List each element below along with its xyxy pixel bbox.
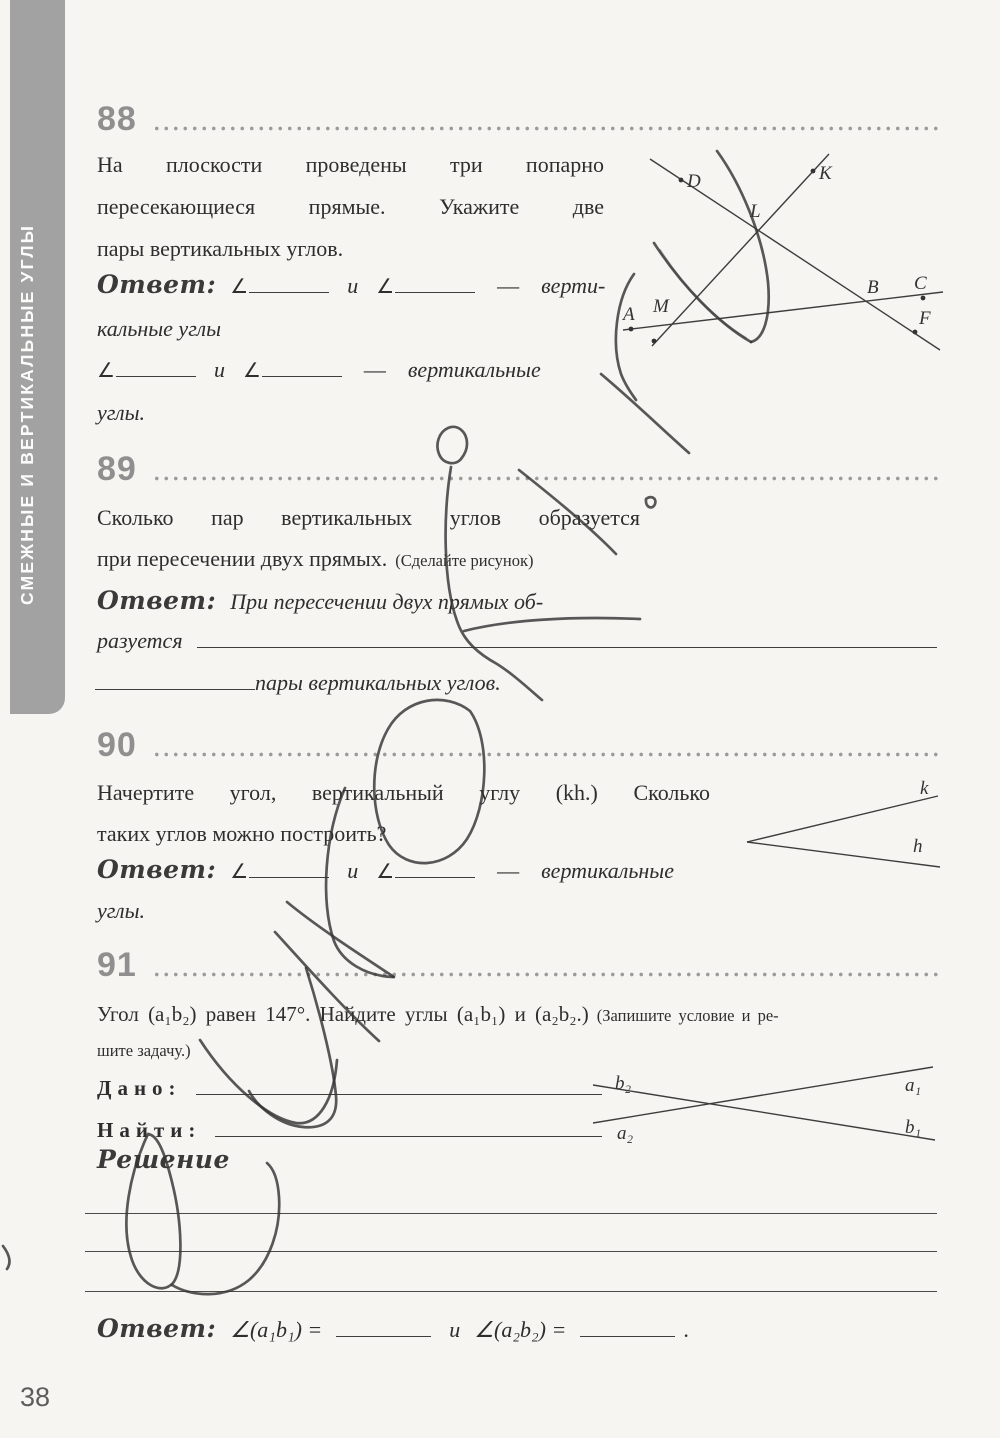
problem-88-text-line2: пересекающиеся прямые. Укажите две [97, 194, 604, 219]
answer-blank[interactable] [95, 677, 255, 690]
scribble-stroke [601, 374, 689, 453]
answer-blank[interactable] [580, 1324, 675, 1337]
scribble-stroke [446, 467, 542, 700]
problem-89-leader-dots [152, 476, 942, 481]
angle-symbol: ∠ [230, 276, 249, 298]
problem-90-leader-dots [152, 752, 942, 757]
scribble-stroke [249, 968, 336, 1127]
answer-blank[interactable] [395, 280, 475, 293]
point-M-ray-end [652, 339, 657, 344]
answer-tail: верти- [541, 273, 606, 298]
dash: — [497, 858, 520, 883]
answer-label: Ответ: [97, 270, 217, 299]
scribble-edge-mark [3, 1246, 10, 1269]
answer-blank[interactable] [249, 865, 329, 878]
given-label: Дано: [97, 1076, 182, 1100]
answer-text: разуется [97, 628, 183, 653]
problem-90-number: 90 [97, 726, 137, 764]
scribble-blob [646, 497, 655, 507]
answer-expr2: ∠(a₂b₂) = [474, 1317, 567, 1342]
angle-symbol: ∠ [376, 861, 395, 883]
problem-91-text-line1 [97, 1002, 779, 1027]
problem-90-answer-line2: углы. [97, 898, 146, 923]
problem-88-answer-line2: кальные углы [97, 316, 221, 341]
problem-91-answer-row [97, 1314, 689, 1343]
problem-91-number: 91 [97, 946, 137, 984]
word-and: и [449, 1317, 461, 1342]
label-k: k [920, 778, 929, 799]
problem-89-answer-line1 [97, 586, 543, 615]
label-M: M [653, 296, 669, 317]
problem-88-text-line1: На плоскости проведены три попарно [97, 152, 604, 177]
line-b [593, 1085, 935, 1140]
answer-tail: вертикальные [407, 357, 541, 382]
answer-text: пары вертикальных углов. [255, 670, 501, 695]
problem-89-text: при пересечении двух прямых. [97, 546, 388, 571]
ray-k [747, 796, 938, 842]
label-B: B [867, 277, 879, 298]
answer-blank[interactable] [395, 865, 475, 878]
label-b2: b₂ [615, 1073, 632, 1094]
problem-89-text-line2 [97, 546, 534, 571]
problem-91-note-end: шите задачу.) [97, 1041, 191, 1060]
scribble-stroke [287, 902, 394, 977]
angle-symbol: ∠ [242, 360, 261, 382]
problem-88-number: 88 [97, 100, 137, 138]
solution-line[interactable] [85, 1251, 937, 1252]
label-A: A [623, 304, 635, 325]
solution-label: Решение [97, 1145, 230, 1174]
problem-90-answer-line1 [97, 855, 674, 884]
problem-91-given-row [97, 1076, 602, 1101]
problem-91-diagram [585, 1055, 945, 1150]
problem-91-find-row [97, 1118, 602, 1143]
line-a [593, 1067, 933, 1123]
problem-88-leader-dots [152, 126, 942, 131]
word-and: и [347, 858, 359, 883]
word-and: и [347, 273, 359, 298]
problem-90-diagram [700, 763, 950, 873]
answer-label: Ответ: [97, 855, 217, 884]
problem-91-leader-dots [152, 972, 942, 977]
label-a1: a₁ [905, 1075, 922, 1096]
answer-blank[interactable] [249, 280, 329, 293]
find-blank[interactable] [215, 1124, 602, 1137]
point-A [629, 327, 634, 332]
scribble-curl [172, 1163, 279, 1294]
answer-blank[interactable] [116, 364, 196, 377]
problem-88-answer-line1 [97, 270, 605, 299]
angle-symbol: ∠ [230, 861, 249, 883]
point-F [913, 330, 918, 335]
problem-89-answer-line3 [95, 670, 501, 696]
problem-88-answer-line4: углы. [97, 400, 146, 425]
answer-expr1: ∠(a₁b₁) = [230, 1317, 323, 1342]
angle-symbol: ∠ [376, 276, 395, 298]
line-MK [652, 154, 829, 346]
line-AC [623, 292, 943, 330]
problem-88-diagram [595, 140, 950, 365]
answer-tail: вертикальные [541, 858, 674, 883]
scribble-oval-small [437, 427, 467, 463]
problem-91-text: Угол (a₁b₂) равен 147°. Найдите углы (a₁b₁) и (a₂b₂.) [97, 1002, 589, 1026]
chapter-title-vertical: СМЕЖНЫЕ И ВЕРТИКАЛЬНЫЕ УГЛЫ [17, 223, 37, 605]
find-label: Найти: [97, 1118, 202, 1142]
dash: — [363, 357, 386, 382]
angle-symbol: ∠ [97, 360, 115, 382]
period: . [683, 1317, 689, 1342]
problem-88-text-line3: пары вертикальных углов. [97, 236, 344, 261]
label-L: L [750, 201, 761, 222]
solution-line[interactable] [85, 1213, 937, 1214]
point-D [679, 178, 684, 183]
problem-89-note: (Сделайте рисунок) [395, 551, 534, 570]
point-C [921, 296, 926, 301]
problem-90-text-line2: таких углов можно построить? [97, 821, 387, 846]
answer-blank[interactable] [262, 364, 342, 377]
problem-89-text-line1: Сколько пар вертикальных углов образуется [97, 505, 640, 530]
label-K: K [819, 163, 832, 184]
answer-label: Ответ: [97, 586, 217, 615]
label-a2: a₂ [617, 1123, 634, 1144]
answer-text: При пересечении двух прямых об- [230, 589, 544, 614]
solution-line[interactable] [85, 1291, 937, 1292]
problem-90-text-line1: Начертите угол, вертикальный углу (kh.) Сколько [97, 780, 710, 805]
answer-blank[interactable] [336, 1324, 431, 1337]
answer-label: Ответ: [97, 1314, 217, 1343]
problem-91-note-start: (Запишите условие и ре- [596, 1006, 779, 1025]
page-number: 38 [20, 1382, 51, 1412]
answer-blank[interactable] [197, 635, 937, 648]
problem-89-answer-line2 [97, 628, 937, 654]
given-blank[interactable] [196, 1082, 602, 1095]
dash: — [497, 273, 520, 298]
label-C: C [914, 273, 927, 294]
ray-h [747, 842, 940, 867]
point-K [811, 169, 816, 174]
problem-89-number: 89 [97, 450, 137, 488]
problem-88-answer-line3 [97, 357, 541, 383]
label-D: D [687, 171, 701, 192]
label-F: F [919, 308, 931, 329]
label-b1: b₁ [905, 1117, 922, 1138]
label-h: h [913, 836, 923, 857]
word-and: и [213, 357, 225, 382]
